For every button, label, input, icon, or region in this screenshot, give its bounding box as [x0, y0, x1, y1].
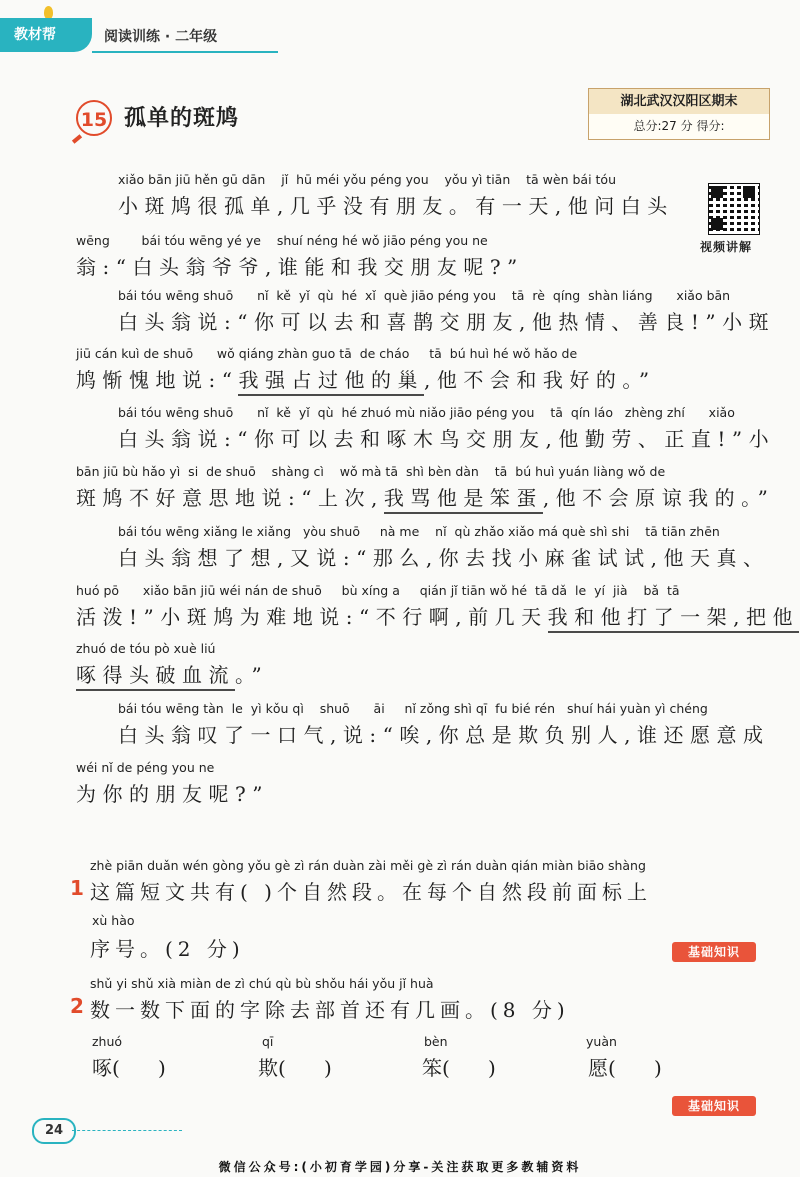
passage-line [118, 423, 775, 452]
text-span: ,他不会原谅我的。” [542, 486, 775, 510]
text-span: ,他不会和我好的。” [423, 368, 656, 392]
footer-note: 微信公众号:(小初育学园)分享-关注获取更多教辅资料 [218, 1160, 582, 1174]
underlined-phrase: 我和他打了一架,把他 [548, 605, 799, 633]
q1-tag: 基础知识 [672, 942, 756, 962]
exam-score: 总分:27 分 得分: [633, 119, 725, 133]
passage-line [76, 659, 268, 688]
pinyin-line: bái tóu wēng shuō nǐ kě yǐ qù hé zhuó mù niǎo jiāo péng you tā qín láo zhèng zhí xiǎo [118, 405, 735, 420]
q2-item[interactable]: 欺( ) [258, 1056, 332, 1080]
q1-text: 这篇短文共有( )个自然段。在每个自然段前面标上 [90, 880, 652, 904]
q1-text-2: 序号。(2 分) [90, 937, 245, 961]
pinyin-line: wēng bái tóu wēng yé ye shuí néng hé wǒ jiāo péng you ne [76, 233, 488, 248]
passage-line [118, 542, 770, 571]
divider [72, 1130, 182, 1131]
page-number: 24 [32, 1118, 76, 1144]
text-span: 白头翁叹了一口气,说:“唉,你总是欺负别人,谁还愿意成 [118, 723, 770, 747]
q2-tag: 基础知识 [672, 1096, 756, 1116]
text-span: 白头翁说:“你可以去和啄木鸟交朋友,他勤劳、正直!”小 [118, 427, 776, 451]
q1-pinyin-2: xù hào [92, 913, 135, 928]
text-span: 为你的朋友呢?” [76, 782, 269, 806]
pinyin-line: wéi nǐ de péng you ne [76, 760, 215, 775]
q2-item[interactable]: 啄( ) [92, 1056, 166, 1080]
passage-line [76, 364, 656, 393]
text-span: 。” [235, 663, 269, 687]
q2-text: 数一数下面的字除去部首还有几画。(8 分) [90, 998, 570, 1022]
q2-item-pinyin: zhuó [92, 1034, 123, 1049]
header-subtitle: 阅读训练 · 二年级 [104, 29, 218, 45]
underlined-phrase: 啄得头破血流 [76, 663, 235, 691]
q2-item[interactable]: 笨( ) [422, 1056, 496, 1080]
underlined-phrase: 我强占过他的巢 [238, 368, 424, 396]
passage-line [76, 601, 799, 630]
pinyin-line: zhuó de tóu pò xuè liú [76, 641, 216, 656]
qr-code-icon[interactable] [708, 183, 760, 235]
pinyin-line: jiū cán kuì de shuō wǒ qiáng zhàn guo tā de cháo tā bú huì hé wǒ hǎo de [76, 346, 578, 361]
passage-line [76, 251, 524, 280]
passage-line [76, 482, 774, 511]
q2-item-pinyin: qī [262, 1034, 274, 1049]
pinyin-line: bái tóu wēng shuō nǐ kě yǐ qù hé xǐ què jiāo péng you tā rè qíng shàn liáng xiǎo bān [118, 288, 731, 303]
passage-line [76, 778, 269, 807]
exam-info-box [588, 88, 770, 140]
q2-pinyin: shǔ yi shǔ xià miàn de zì chú qù bù shǒu hái yǒu jǐ huà [90, 976, 434, 991]
passage-line [118, 190, 674, 219]
pinyin-line: bái tóu wēng xiǎng le xiǎng yòu shuō nà me nǐ qù zhǎo xiǎo má què shì shi tā tiān zhēn [118, 524, 720, 539]
q2-number: 2 [70, 994, 84, 1018]
text-span: 小斑鸠很孤单,几乎没有朋友。有一天,他问白头 [118, 194, 674, 218]
q2-item[interactable]: 愿( ) [588, 1056, 662, 1080]
exam-source: 湖北武汉汉阳区期末 [589, 89, 769, 114]
q1-pinyin: zhè piān duǎn wén gòng yǒu gè zì rán duàn zài měi gè zì rán duàn qián miàn biāo shàng [90, 858, 646, 873]
passage-line [118, 306, 775, 335]
text-span: 白头翁想了想,又说:“那么,你去找小麻雀试试,他天真、 [118, 546, 770, 570]
pinyin-line: huó pō xiǎo bān jiū wéi nán de shuō bù xíng a qián jǐ tiān wǒ hé tā dǎ le yí jià bǎ tā [76, 583, 680, 598]
qr-label: 视频讲解 [700, 240, 753, 254]
pinyin-line: xiǎo bān jiū hěn gū dān jǐ hū méi yǒu péng you yǒu yì tiān tā wèn bái tóu [118, 172, 617, 187]
q2-item-pinyin: yuàn [586, 1034, 617, 1049]
q2-item-pinyin: bèn [424, 1034, 448, 1049]
text-span: 翁:“白头翁爷爷,谁能和我交朋友呢?” [76, 255, 524, 279]
pinyin-line: bái tóu wēng tàn le yì kǒu qì shuō āi nǐ zǒng shì qī fu bié rén shuí hái yuàn yì chéng [118, 701, 708, 716]
text-span: 斑鸠不好意思地说:“上次, [76, 486, 384, 510]
lesson-number-badge: 15 [76, 100, 112, 136]
text-span: 活泼!”小斑鸠为难地说:“不行啊,前几天 [76, 605, 548, 629]
passage-line [118, 719, 770, 748]
brand-tab: 教材帮 [0, 18, 92, 52]
text-span: 白头翁说:“你可以去和喜鹊交朋友,他热情、善良!”小斑 [118, 310, 776, 334]
underlined-phrase: 我骂他是笨蛋 [384, 486, 543, 514]
lesson-title: 孤单的斑鸠 [124, 105, 240, 131]
pinyin-line: bān jiū bù hǎo yì si de shuō shàng cì wǒ mà tā shì bèn dàn tā bú huì yuán liàng wǒ de [76, 464, 666, 479]
header-rule [92, 51, 278, 53]
q1-number: 1 [70, 876, 84, 900]
text-span: 鸠惭愧地说:“ [76, 368, 239, 392]
